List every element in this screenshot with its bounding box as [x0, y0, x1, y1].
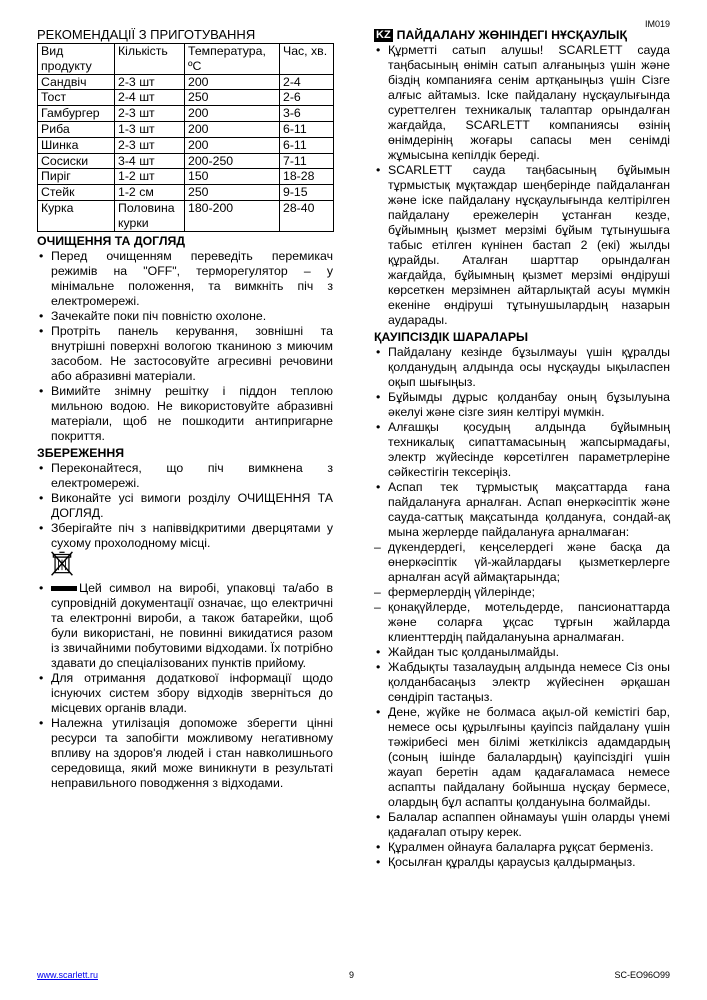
cell-time: 6-11 [280, 121, 334, 137]
list-item: • Құрметті сатып алушы! SCARLETT сауда таңбасының өнімін сатып алғаныңыз үшін және біздің компанияға сенім артқаныңыз үшін Сізге алғыс айтамыз. Іске пайдалану нұсқаулығында суреттелген техникалық талаптар орындалған жағдайда, SCARLETT компаниясы өзінің өнімдерінің жоғары сапасы мен сенімді жұмысына кепілдік береді. [374, 43, 670, 163]
language-badge: KZ [376, 29, 391, 41]
table-row [38, 137, 334, 153]
list-item: • Належна утилізація допоможе зберегти цінні ресурси та запобігти можливому негативному впливу на здоров'я людей і стан навколишнього середовища, який може виникнути в результаті неправильного поводження з відходами. [37, 716, 333, 791]
cell-quantity: Половина курки [115, 200, 185, 231]
cell-time: 2-6 [280, 90, 334, 106]
intro-list [374, 43, 670, 328]
table-row [38, 169, 334, 185]
cell-quantity: 2-3 шт [115, 106, 185, 122]
cell-temperature: 200-250 [185, 153, 280, 169]
cell-quantity: 3-4 шт [115, 153, 185, 169]
header-time: Час, хв. [280, 44, 334, 75]
table-row [38, 90, 334, 106]
list-item: • Алғашқы қосудың алдында бұйымның техникалық сипаттамасының жапсырмадағы, электр жүйесінде көрсетілген параметрлеріне сәйкестігін тексеріңіз. [374, 420, 670, 480]
cooking-table-title: РЕКОМЕНДАЦІЇ З ПРИГОТУВАННЯ [37, 27, 256, 42]
cell-temperature: 200 [185, 121, 280, 137]
cell-time: 2-4 [280, 74, 334, 90]
list-item: • Балалар аспаппен ойнамауы үшін оларды үнемі қадағалап отыру керек. [374, 810, 670, 840]
cell-product: Риба [38, 121, 115, 137]
list-item: • Жайдан тыс қолданылмайды. [374, 645, 670, 660]
list-item: – қонақүйлерде, мотельдерде, пансионаттарда және соларға ұқсас тұрғын жайларда клиенттердің пайдалануына арналмаған. [374, 600, 670, 645]
cell-quantity: 2-4 шт [115, 90, 185, 106]
cell-temperature: 200 [185, 137, 280, 153]
list-item: • Зачекайте поки піч повністю охолоне. [37, 309, 333, 324]
website-link[interactable]: www.scarlett.ru [37, 970, 99, 980]
list-item: • Қосылған құралды қараусыз қалдырмаңыз. [374, 855, 670, 870]
storage-title: ЗБЕРЕЖЕННЯ [37, 445, 125, 460]
cell-quantity: 2-3 шт [115, 137, 185, 153]
cell-quantity: 1-2 см [115, 185, 185, 201]
cell-product: Пиріг [38, 169, 115, 185]
cell-temperature: 150 [185, 169, 280, 185]
safety-list [374, 345, 670, 870]
list-item: • Зберігайте піч з напіввідкритими дверцятами у сухому прохолодному місці. [37, 521, 333, 551]
cell-quantity: 1-2 шт [115, 169, 185, 185]
cell-time: 6-11 [280, 137, 334, 153]
cell-product: Тост [38, 90, 115, 106]
table-row [38, 121, 334, 137]
list-item: • Жабдықты тазалаудың алдында немесе Сіз оны қолданбасаңыз электр жүйесінен әрқашан сөндіріп тастаңыз. [374, 660, 670, 705]
list-item: • Протріть панель керування, зовнішні та внутрішні поверхні вологою тканиною з миючим засобом. Не застосовуйте агресивні речовини або абразивні матеріали. [37, 324, 333, 384]
list-item: • Для отримання додаткової інформації щодо існуючих систем збору відходів зверніться до місцевих органів влади. [37, 671, 333, 716]
model-code: SC-EO96O99 [614, 970, 670, 980]
header-product: Вид продукту [38, 44, 115, 75]
cell-temperature: 200 [185, 74, 280, 90]
cell-temperature: 250 [185, 185, 280, 201]
safety-title: ҚАУІПСІЗДІК ШАРАЛАРЫ [374, 330, 529, 344]
table-row [38, 185, 334, 201]
list-item: • SCARLETT сауда таңбасының бұйымын тұрмыстық мұқтаждар шеңберінде пайдаланған және іске пайдалану нұсқаулығында келтірілген пайдалану ережелерін ұстанған кезде, бұйымның қызмет мерзімі бұйым тұтынушыға табыс етілген күнінен бастап 2 (екі) жылды құрайды. Аталған шарттар орындалған жағдайда, бұйымның қызмет мерзімі өндіруші көрсеткен мерзімнен айтарлықтай асуы мүмкін екеніне өндіруші тұтынушылардың назарын аударады. [374, 163, 670, 328]
cell-quantity: 1-3 шт [115, 121, 185, 137]
list-item: • Вимийте знімну решітку і піддон теплою мильною водою. Не використовуйте абразивні матеріали, щоб не пошкодити антипригарне покриття. [37, 384, 333, 444]
cell-product: Гамбургер [38, 106, 115, 122]
disposal-text: Цей символ на виробі, упаковці та/або в супровідній документації означає, що електричні та електронні вироби, а також батарейки, щоб були використані, не повинні викидатися разом із звичайними побутовими відходами. Їх потрібно здавати до спеціалізованих пунктів прийому. [51, 580, 333, 670]
crossed-bin-icon [49, 551, 75, 577]
table-row [38, 74, 334, 90]
cell-time: 9-15 [280, 185, 334, 201]
cell-quantity: 2-3 шт [115, 74, 185, 90]
disposal-list [37, 581, 333, 791]
kz-section-title [374, 28, 670, 43]
cell-temperature: 180-200 [185, 200, 280, 231]
cell-product: Сосиски [38, 153, 115, 169]
table-header-row [38, 44, 334, 75]
list-item: • Дене, жүйке не болмаса ақыл-ой кемістігі бар, немесе осы құрылғыны қауіпсіз пайдалану үшін тәжірибесі мен білімі жеткіліксіз адамдардың (соның ішінде балалардың) қауіпсіздігі үшін жауап беретін адам қадағаламаса немесе аспапты пайдалану бойынша нұсқау бермесе, олардың бұл аспапты қолдануына болмайды. [374, 705, 670, 810]
cell-time: 7-11 [280, 153, 334, 169]
cell-time: 18-28 [280, 169, 334, 185]
cell-product: Шинка [38, 137, 115, 153]
cell-product: Стейк [38, 185, 115, 201]
cleaning-list [37, 249, 333, 444]
storage-list [37, 461, 333, 551]
black-bar-icon [51, 586, 77, 591]
cell-temperature: 250 [185, 90, 280, 106]
left-column [37, 28, 333, 791]
cooking-table [37, 43, 334, 232]
list-item: – дүкендердегі, кеңселердегі және басқа да өнеркәсіптік үй-жайлардағы қызметкерлерге арналған асүй аймақтарында; [374, 540, 670, 585]
list-item: • Құралмен ойнауға балаларға рұқсат берменіз. [374, 840, 670, 855]
cell-product: Курка [38, 200, 115, 231]
list-item: • Переконайтеся, що піч вимкнена з електромережі. [37, 461, 333, 491]
cell-temperature: 200 [185, 106, 280, 122]
list-item: • Бұйымды дұрыс қолданбау оның бұзылуына әкелуі және сізге зиян келтіруі мүмкін. [374, 390, 670, 420]
cell-product: Сандвіч [38, 74, 115, 90]
table-row [38, 153, 334, 169]
right-column [374, 28, 670, 870]
cell-time: 3-6 [280, 106, 334, 122]
list-item: • Пайдалану кезінде бұзылмауы үшін құралды қолданудың алдында осы нұсқауды ықыласпен оқып шығыңыз. [374, 345, 670, 390]
header-temperature: Температура, ºC [185, 44, 280, 75]
table-row [38, 200, 334, 231]
cleaning-title: ОЧИЩЕННЯ ТА ДОГЛЯД [37, 233, 186, 248]
cell-time: 28-40 [280, 200, 334, 231]
list-item: • Перед очищенням переведіть перемикач режимів на "OFF", терморегулятор – у мінімальне положення, та вимкніть піч з електромережі. [37, 249, 333, 309]
list-item: • Аспап тек тұрмыстық мақсаттарда ғана пайдалануға арналған. Аспап өнеркәсіптік және сауда-саттық мақсатында қолдануға, сондай-ақ мына жерлерде пайдалануға арналмаған: [374, 480, 670, 540]
list-item [37, 581, 333, 671]
kz-title-text: ПАЙДАЛАНУ ЖӨНІНДЕГІ НҰСҚАУЛЫҚ [396, 28, 627, 42]
list-item: – фермерлердің үйлерінде; [374, 585, 670, 600]
table-row [38, 106, 334, 122]
page-code: IM019 [644, 19, 670, 29]
page-number: 9 [349, 970, 355, 980]
table-body [38, 74, 334, 231]
list-item: • Виконайте усі вимоги розділу ОЧИЩЕННЯ ТА ДОГЛЯД. [37, 491, 333, 521]
header-quantity: Кількість [115, 44, 185, 75]
